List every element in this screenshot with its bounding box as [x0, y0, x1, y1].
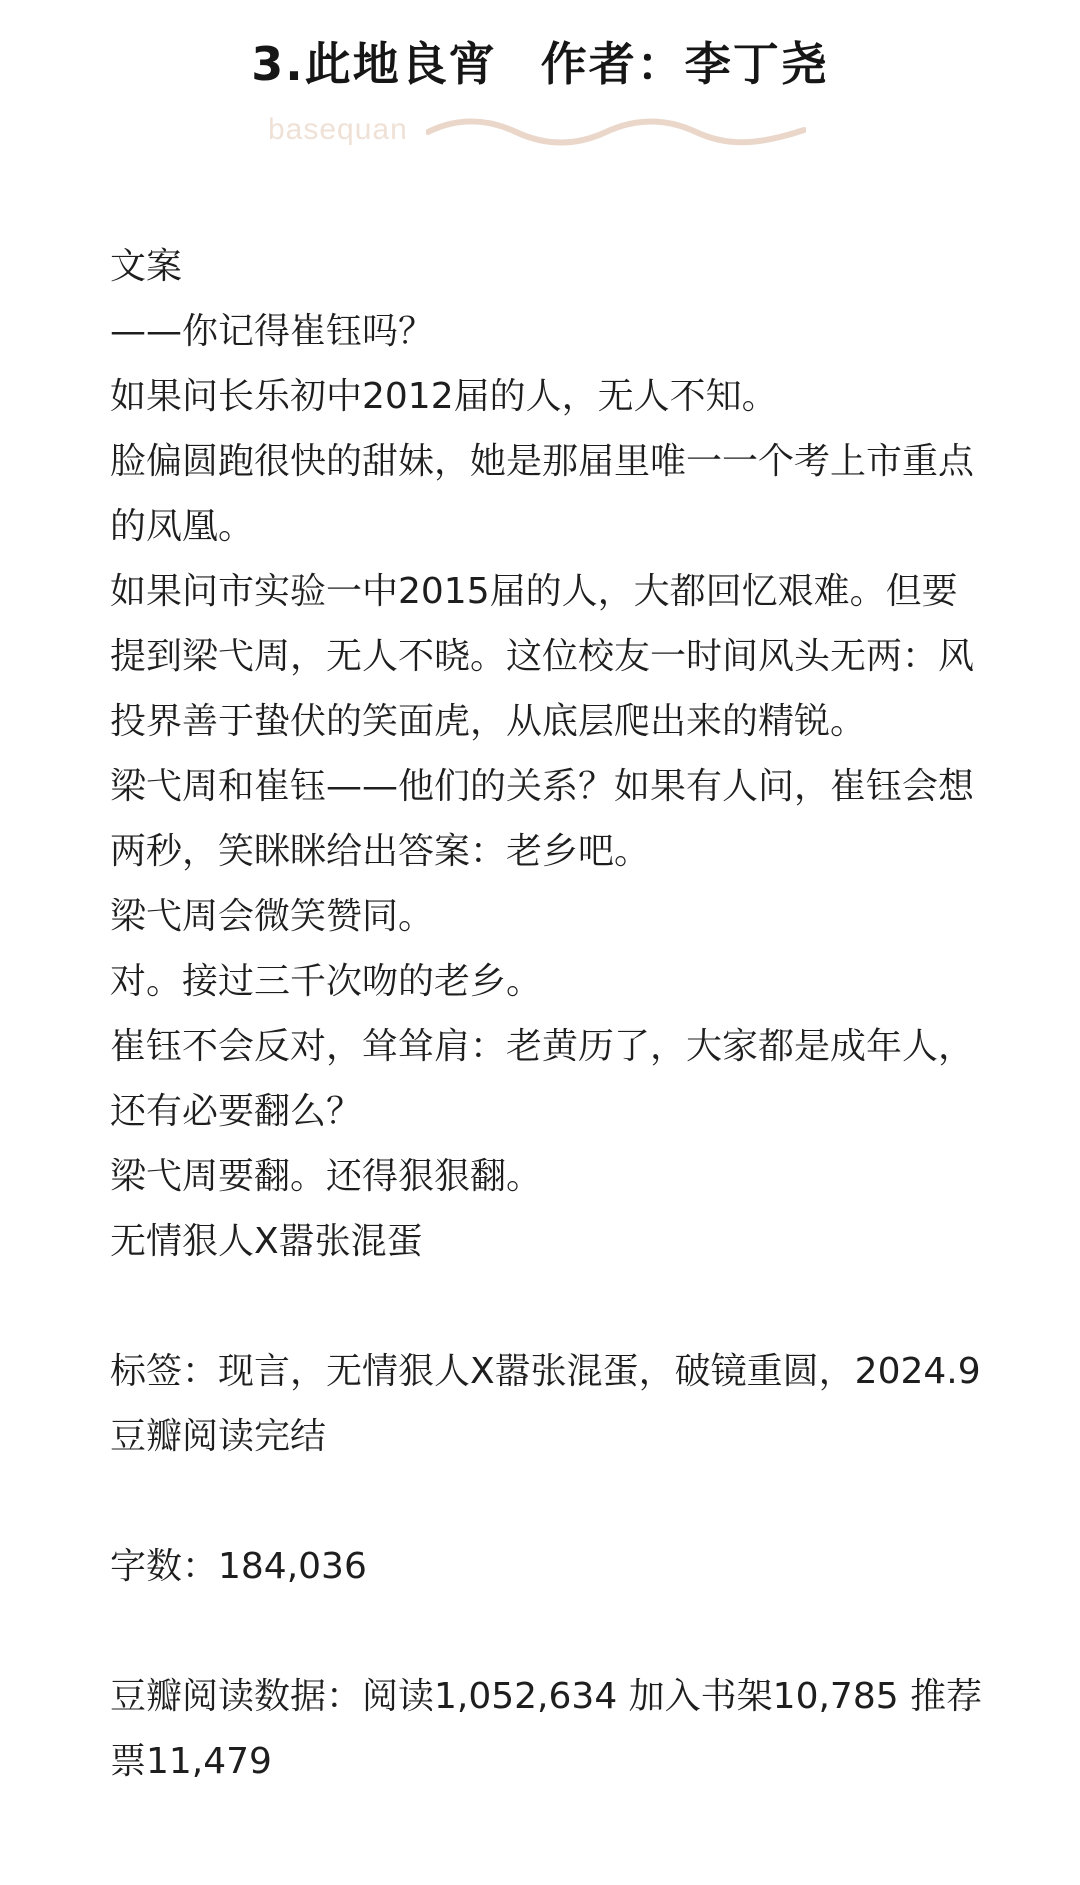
synopsis-line: 梁弋周会微笑赞同。 [110, 896, 435, 937]
tags-line: 标签：现言，无情狠人X嚣张混蛋，破镜重圆，2024.9豆瓣阅读完结 [110, 1351, 981, 1457]
reading-stats-line: 豆瓣阅读数据：阅读1,052,634 加入书架10,785 推荐票11,479 [110, 1676, 983, 1782]
author-name: 作者：李丁尧 [540, 37, 829, 91]
paragraph-spacer [110, 1599, 990, 1664]
synopsis-heading: 文案 [110, 246, 183, 287]
synopsis-line: 梁弋周和崔钰——他们的关系？如果有人问，崔钰会想两秒，笑眯眯给出答案：老乡吧。 [110, 766, 975, 872]
book-title: 3.此地良宵 [251, 37, 497, 91]
word-count-line: 字数：184,036 [110, 1546, 367, 1587]
synopsis-line: 如果问市实验一中2015届的人，大都回忆艰难。但要提到梁弋周，无人不晓。这位校友一时间风头无两：风投界善于蛰伏的笑面虎，从底层爬出来的精锐。 [110, 571, 975, 742]
watermark-text: basequan [268, 113, 408, 146]
paragraph-spacer [110, 1274, 990, 1339]
wave-divider-icon [426, 110, 806, 150]
document-body [110, 234, 990, 1794]
synopsis-line: 无情狠人X嚣张混蛋 [110, 1221, 423, 1262]
synopsis-line: 对。接过三千次吻的老乡。 [110, 961, 543, 1002]
page-title [0, 32, 1080, 96]
synopsis-line: ——你记得崔钰吗？ [110, 311, 435, 352]
synopsis-line: 脸偏圆跑很快的甜妹，她是那届里唯一一个考上市重点的凤凰。 [110, 441, 975, 547]
synopsis-line: 如果问长乐初中2012届的人，无人不知。 [110, 376, 778, 417]
decorative-divider [266, 110, 806, 150]
paragraph-spacer [110, 1469, 990, 1534]
synopsis-line: 梁弋周要翻。还得狠狠翻。 [110, 1156, 543, 1197]
synopsis-line: 崔钰不会反对，耸耸肩：老黄历了，大家都是成年人，还有必要翻么？ [110, 1026, 975, 1132]
